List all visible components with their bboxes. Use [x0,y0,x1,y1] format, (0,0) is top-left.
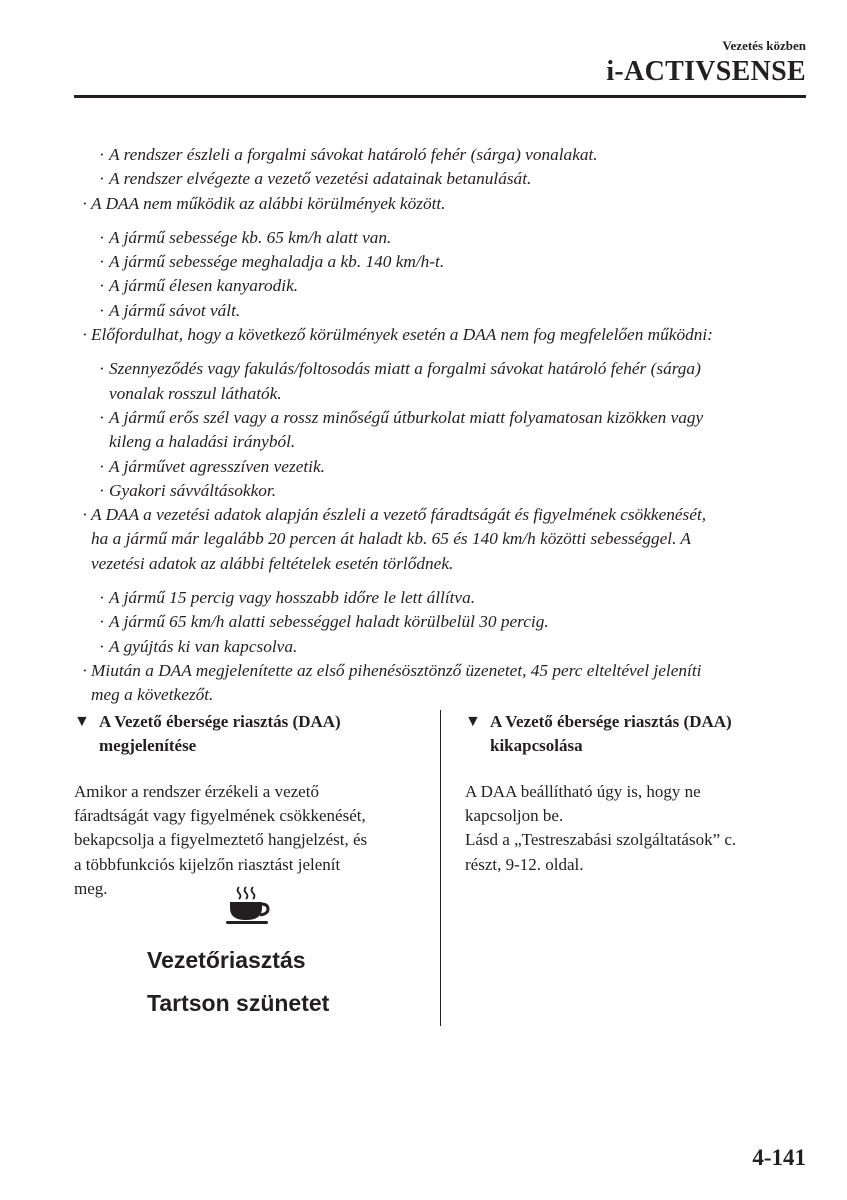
bullet-dot-icon: · [99,227,105,247]
coffee-cup-icon [226,885,270,925]
bullet-dot-icon: · [99,456,105,476]
bullet-dot-icon: · [99,480,105,500]
bullet-item: · Előfordulhat, hogy a következő körülmények esetén a DAA nem fog megfelelően működni: [0,323,847,347]
bullet-item: · A rendszer elvégezte a vezető vezetési adatainak betanulását. [0,167,847,191]
section-body: Amikor a rendszer érzékeli a vezető fáradtságát vagy figyelmének csökkenését, bekapcsolja a figyelmeztető hangjelzést, és a többfunkciós kijelzőn riasztást jelenít meg. [74,782,368,898]
section-body: A DAA beállítható úgy is, hogy ne kapcsoljon be. Lásd a „Testreszabási szolgáltatások” c. részt, 9-12. oldal. [465,782,737,874]
section-title-disable: ▼ A Vezető ébersége riasztás (DAA) kikapcsolása [465,712,732,755]
bullet-item: · A jármű 15 percig vagy hosszabb időre le lett állítva. [0,586,847,610]
bullet-item: · A járművet agresszíven vezetik. [0,455,847,479]
bullet-item: · A DAA nem működik az alábbi körülmények között. [0,192,847,216]
bullet-continuation: kileng a haladási irányból. [109,432,296,452]
bullet-dot-icon: · [99,359,105,379]
bullet-item: · A jármű 65 km/h alatti sebességgel haladt körülbelül 30 percig. [0,610,847,634]
warning-subtitle: Tartson szünetet [147,990,330,1016]
header-section-label: Vezetés közben [722,38,806,53]
bullet-item: · A rendszer észleli a forgalmi sávokat határoló fehér (sárga) vonalakat. [0,143,847,167]
column-divider [440,710,441,1026]
bullet-dot-icon: · [99,145,105,164]
triangle-down-icon: ▼ [465,713,481,730]
bullet-dot-icon: · [82,325,88,345]
bullet-dot-icon: · [99,612,105,632]
bullet-continuation: vezetési adatok az alábbi feltételek esetén törlődnek. [91,553,454,573]
section-title-display: ▼ A Vezető ébersége riasztás (DAA) megjelenítése [74,712,341,755]
left-column [74,710,419,901]
bullet-item: · A gyújtás ki van kapcsolva. [0,635,847,659]
bullet-dot-icon: · [99,588,105,608]
page-title: i-ACTIVSENSE [606,56,806,87]
bullet-list [0,143,847,708]
bullet-dot-icon: · [99,636,105,656]
bullet-dot-icon: · [99,407,105,427]
bullet-continuation: ha a jármű már legalább 20 percen át haladt kb. 65 és 140 km/h közötti sebességgel. A [91,529,691,549]
bullet-dot-icon: · [99,169,105,189]
bullet-item: · Gyakori sávváltásokkor. [0,479,847,503]
bullet-item: · A jármű sebessége meghaladja a kb. 140 km/h-t. [0,250,847,274]
bullet-item: · A DAA a vezetési adatok alapján észleli a vezető fáradtságát és figyelmének csökkenését, [0,503,847,527]
bullet-dot-icon: · [82,193,88,213]
bullet-continuation: meg a következőt. [91,685,214,705]
bullet-continuation: vonalak rosszul láthatók. [109,383,282,403]
bullet-item: · A jármű sebessége kb. 65 km/h alatt van. [0,226,847,250]
header-rule [74,95,806,98]
bullet-dot-icon: · [82,660,88,680]
bullet-dot-icon: · [82,505,88,525]
warning-title: Vezetőriasztás [147,947,306,973]
bullet-item: · A jármű sávot vált. [0,299,847,323]
bullet-item: · A jármű erős szél vagy a rossz minőségű útburkolat miatt folyamatosan kizökken vagy [0,406,847,430]
bullet-item: · A jármű élesen kanyarodik. [0,274,847,298]
bullet-dot-icon: · [99,276,105,296]
page-number: 4-141 [752,1145,806,1170]
bullet-dot-icon: · [99,300,105,320]
bullet-item: · Miután a DAA megjelenítette az első pihenésösztönző üzenetet, 45 perc elteltével jeleníti [0,659,847,683]
triangle-down-icon: ▼ [74,713,90,730]
bullet-dot-icon: · [99,252,105,272]
bullet-item: · Szennyeződés vagy fakulás/foltosodás miatt a forgalmi sávokat határoló fehér (sárga) [0,357,847,381]
right-column [465,710,810,877]
